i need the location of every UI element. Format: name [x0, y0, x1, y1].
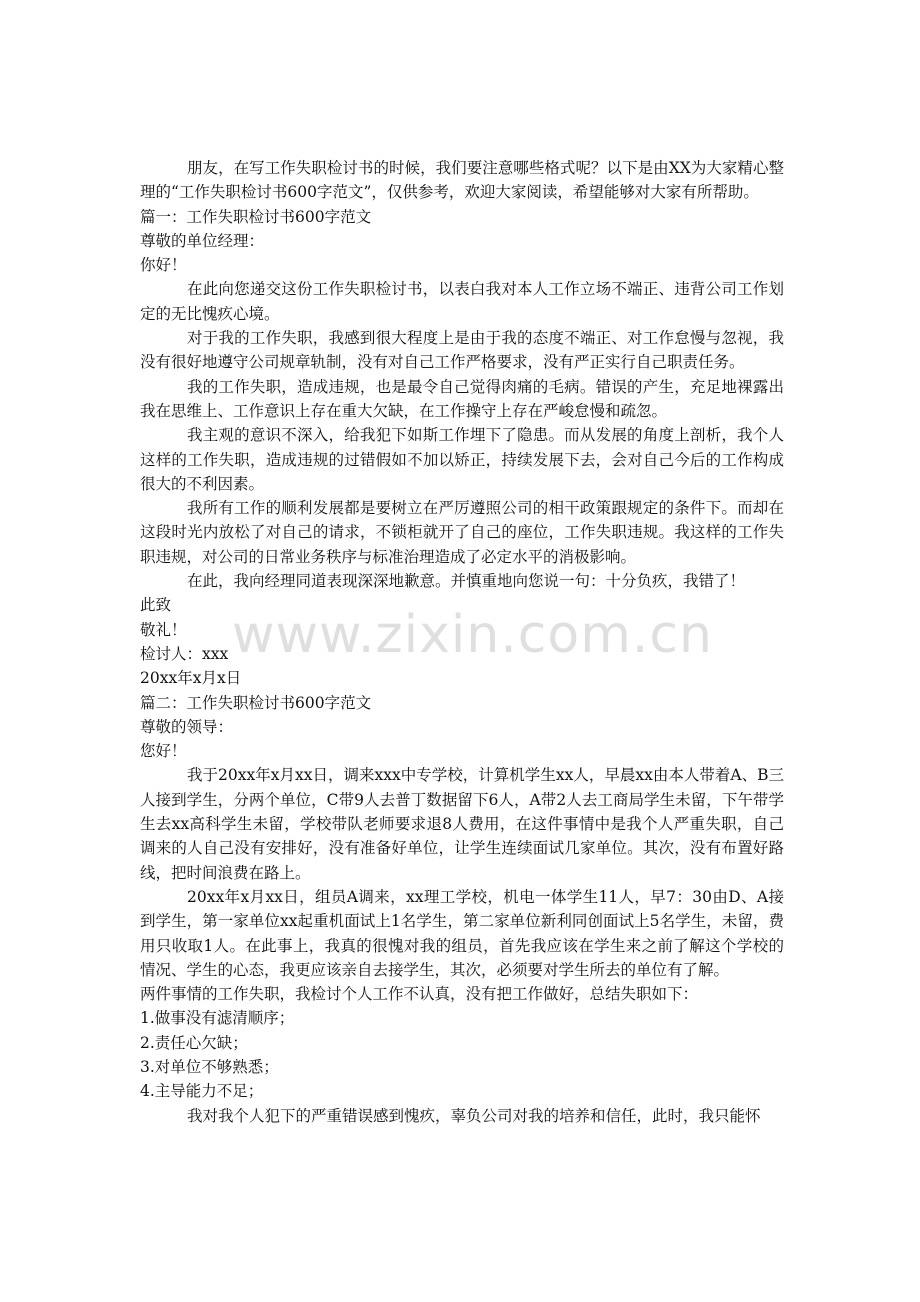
article1-date: 20xx年x月x日 — [140, 669, 242, 688]
article1-paragraph: 在此向您递交这份工作失职检讨书，以表白我对本人工作立场不端正、违背公司工作划定的无比愧疚心境。 — [140, 280, 784, 323]
article1-signer: 检讨人：xxx — [140, 644, 229, 663]
article1-paragraph: 我所有工作的顺利发展都是要树立在严厉遵照公司的相干政策跟规定的条件下。而却在这段时光内放松了对自己的请求，不锁柜就开了自己的座位，工作失职违规。我这样的工作失职违规，对公司的日常业务秩序与标准治理造成了必定水平的消极影响。 — [140, 499, 784, 566]
article1-closing-2: 敬礼！ — [140, 620, 187, 639]
article1-closing-1: 此致 — [140, 596, 172, 615]
article2-greeting: 您好！ — [140, 742, 187, 761]
article1-greeting: 你好！ — [140, 256, 187, 275]
document-body — [140, 156, 784, 1128]
article1-title: 篇一：工作失职检讨书600字范文 — [140, 207, 372, 226]
article2-paragraph: 两件事情的工作失职，我检讨个人工作不认真，没有把工作做好，总结失职如下： — [140, 985, 699, 1004]
article1-paragraph: 我主观的意识不深入，给我犯下如斯工作埋下了隐患。而从发展的角度上剖析，我个人这样的工作失职，造成违规的过错假如不加以矫正，持续发展下去，会对自己今后的工作构成很大的不利因素。 — [140, 426, 784, 493]
article2-last-paragraph: 我对我个人犯下的严重错误感到愧疚，辜负公司对我的培养和信任，此时，我只能怀 — [187, 1106, 761, 1125]
article1-paragraph: 我的工作失职，造成违规，也是最令自己觉得肉痛的毛病。错误的产生，充足地裸露出我在思维上、工作意识上存在重大欠缺，在工作操守上存在严峻怠慢和疏忽。 — [140, 377, 784, 420]
article2-paragraph: 20xx年x月xx日，组员A调来，xx理工学校，机电一体学生11人，早7：30由D、A接到学生，第一家单位xx起重机面试上1名学生，第二家单位新利同创面试上5名学生，未留，费用只收取1人。在此事上，我真的很愧对我的组员，首先我应该在学生来之前了解这个学校的情况、学生的心态，我更应该亲自去接学生，其次，必须要对学生所去的单位有了解。 — [140, 887, 784, 979]
article2-salutation: 尊敬的领导： — [140, 717, 234, 736]
list-item: 1.做事没有滤清顺序； — [140, 1009, 295, 1028]
article1-paragraph: 对于我的工作失职，我感到很大程度上是由于我的态度不端正、对工作怠慢与忽视，我没有很好地遵守公司规章轨制，没有对自己工作严格要求，没有严正实行自己职责任务。 — [140, 329, 784, 372]
article2-paragraph: 我于20xx年x月xx日，调来xxx中专学校，计算机学生xx人，早晨xx由本人带着A、B三人接到学生，分两个单位，C带9人去普丁数据留下6人，A带2人去工商局学生未留，下午带学生去xx高科学生未留，学校带队老师要求退8人费用，在这件事情中是我个人严重失职，自己调来的人自己没有安排好，没有准备好单位，让学生连续面试几家单位。其次，没有布置好路线，把时间浪费在路上。 — [140, 766, 784, 882]
list-item: 3.对单位不够熟悉； — [140, 1057, 279, 1076]
watermark: www.zixin.com.cn — [232, 605, 713, 665]
intro-paragraph: 朋友，在写工作失职检讨书的时候，我们要注意哪些格式呢？以下是由XX为大家精心整理的“工作失职检讨书600字范文”，仅供参考，欢迎大家阅读，希望能够对大家有所帮助。 — [140, 159, 784, 202]
article1-salutation: 尊敬的单位经理： — [140, 231, 265, 250]
article2-title: 篇二：工作失职检讨书600字范文 — [140, 693, 372, 712]
list-item: 2.责任心欠缺； — [140, 1033, 248, 1052]
article1-paragraph: 在此，我向经理同道表现深深地歉意。并慎重地向您说一句：十分负疚，我错了！ — [187, 572, 746, 591]
list-item: 4.主导能力不足； — [140, 1082, 264, 1101]
